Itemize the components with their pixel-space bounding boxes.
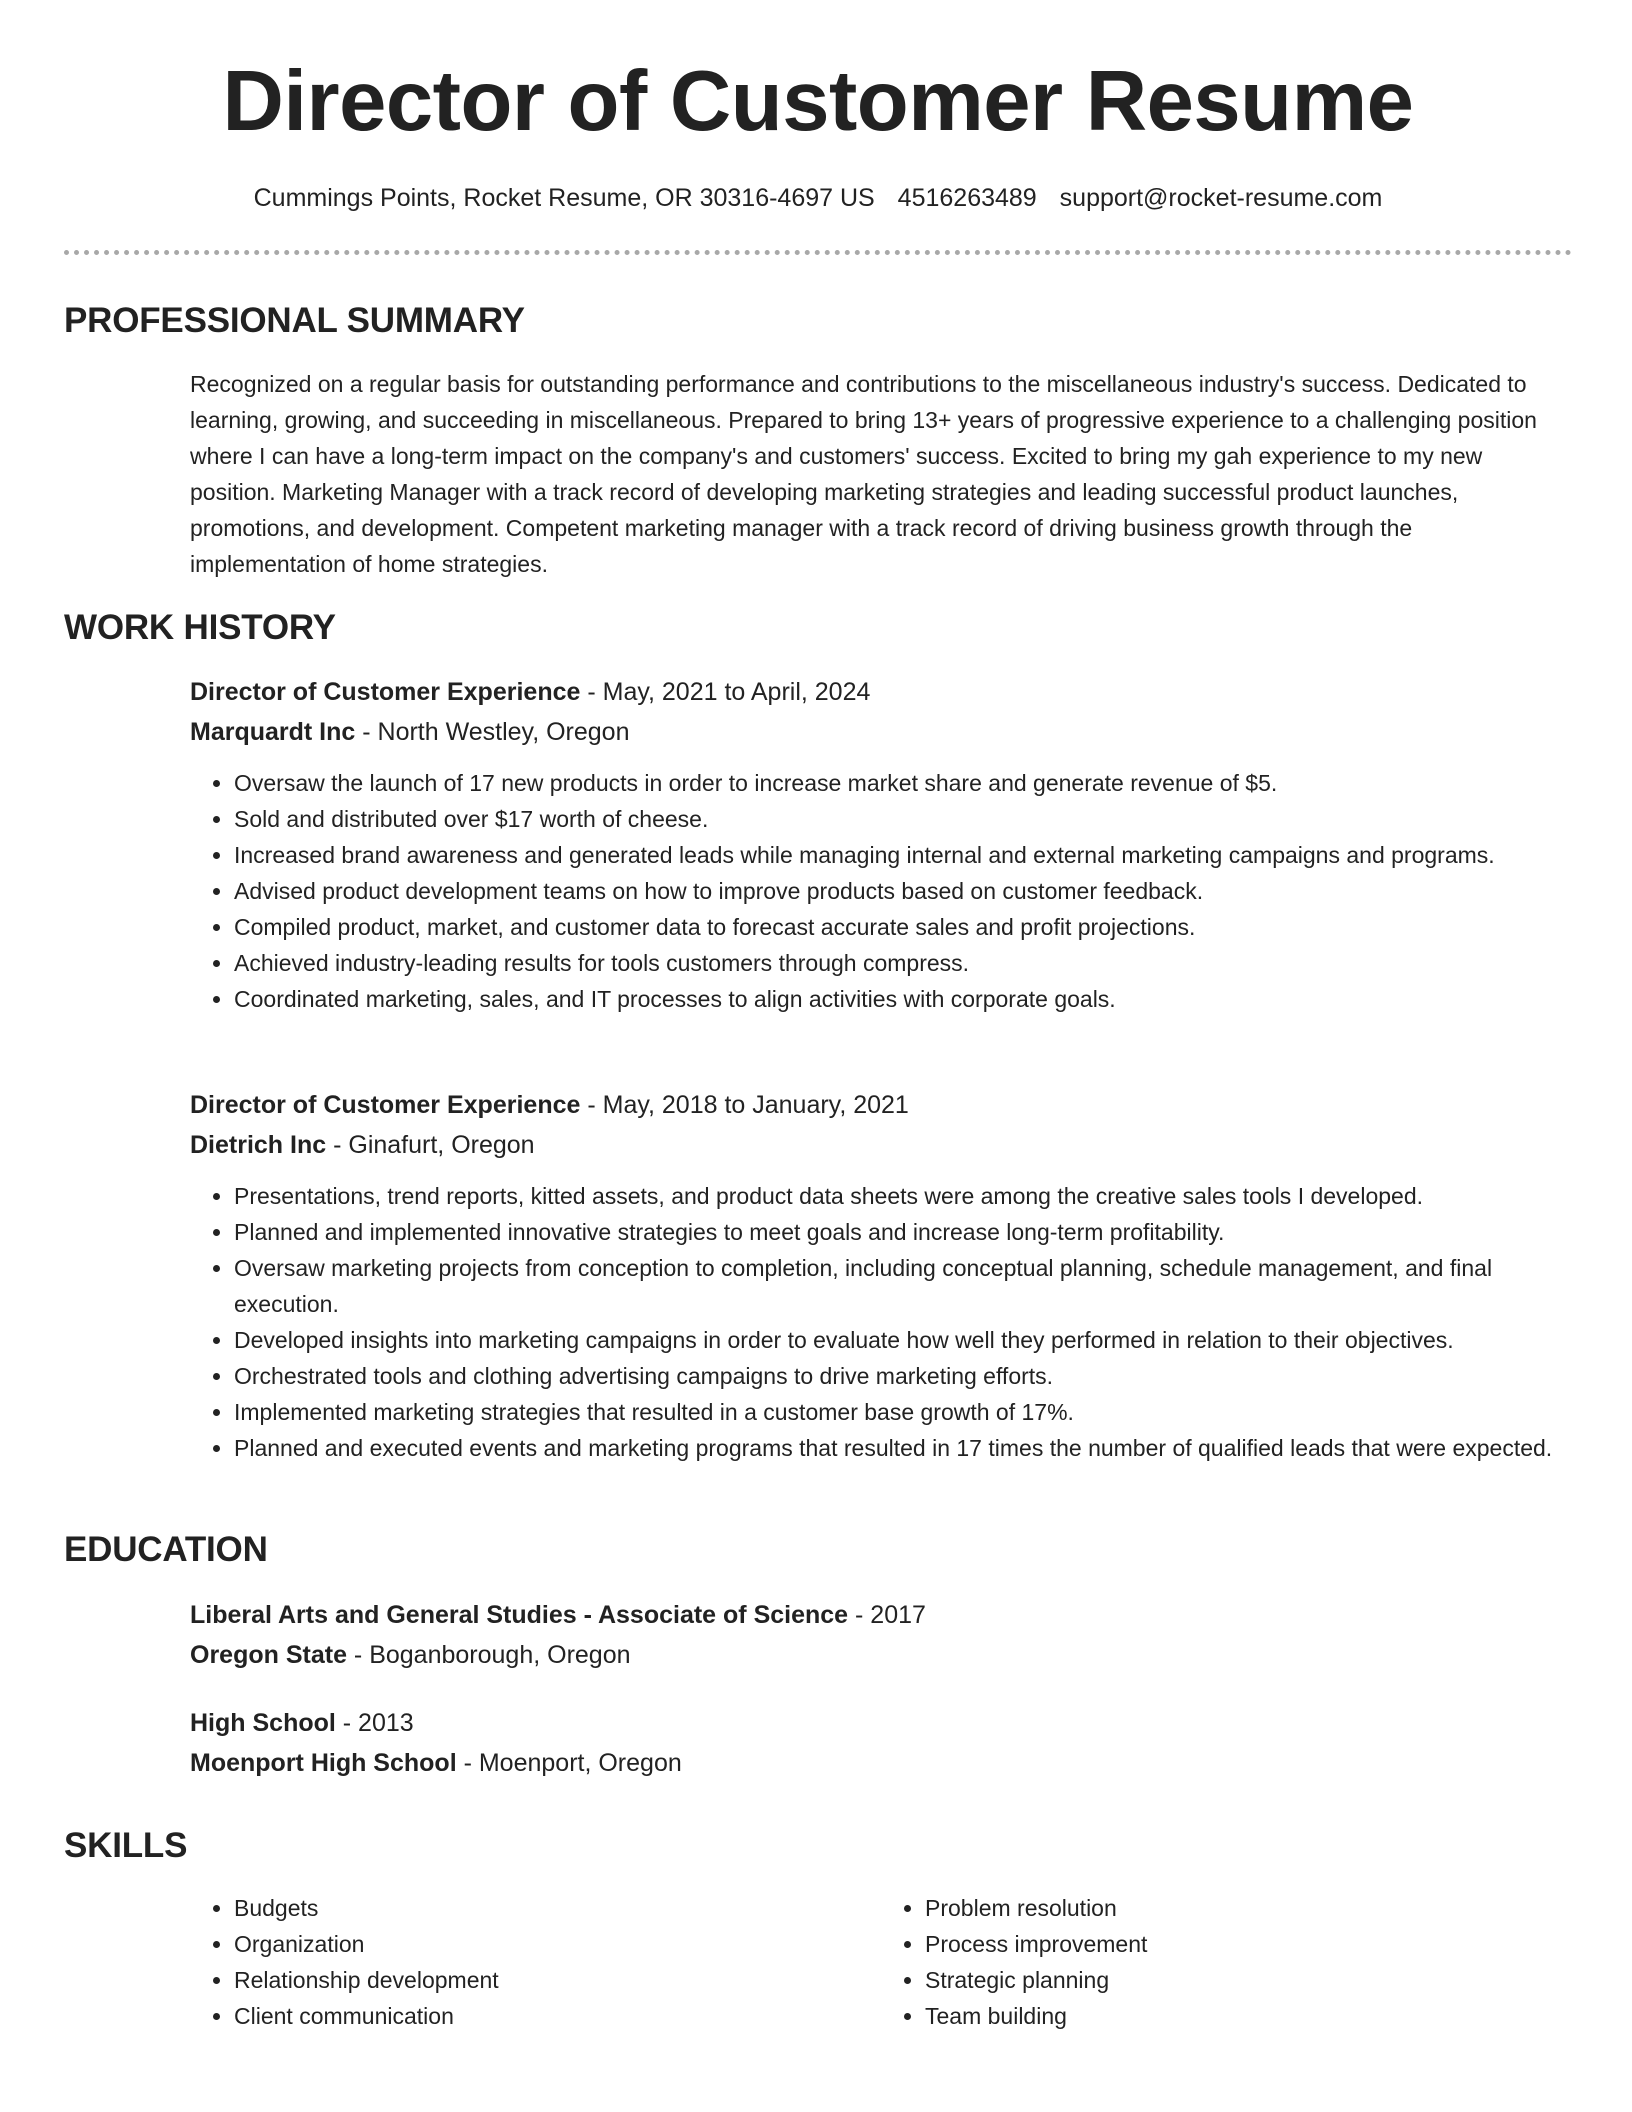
list-item: • Compiled product, market, and customer data to forecast accurate sales and profit projections. bbox=[234, 909, 1572, 945]
summary-block bbox=[190, 366, 1572, 582]
skills-list bbox=[190, 1890, 1572, 2034]
job-entry bbox=[190, 672, 1572, 1017]
education-school: Moenport High School bbox=[190, 1749, 457, 1777]
education-heading: EDUCATION bbox=[64, 1530, 268, 1569]
list-item: • Budgets bbox=[234, 1890, 881, 1926]
list-item: • Process improvement bbox=[925, 1926, 1572, 1962]
list-item: • Strategic planning bbox=[925, 1962, 1572, 1998]
list-item: • Oversaw marketing projects from conception to completion, including conceptual planning, schedule management, and final execution. bbox=[234, 1250, 1572, 1322]
education-entry bbox=[190, 1595, 1572, 1675]
skills-column-right bbox=[881, 1890, 1572, 2034]
resume-title: Director of Customer Resume bbox=[222, 54, 1414, 149]
education-year: - 2013 bbox=[335, 1709, 414, 1737]
job-dates: - May, 2021 to April, 2024 bbox=[580, 678, 871, 706]
contact-line bbox=[64, 180, 1572, 216]
job-bullets bbox=[190, 1178, 1572, 1466]
contact-email: support@rocket-resume.com bbox=[1059, 184, 1383, 212]
job-location: - Ginafurt, Oregon bbox=[326, 1131, 535, 1159]
education-year: - 2017 bbox=[848, 1601, 926, 1629]
job-title: Director of Customer Experience bbox=[190, 678, 581, 706]
job-entry bbox=[190, 1085, 1572, 1466]
list-item: • Orchestrated tools and clothing advertising campaigns to drive marketing efforts. bbox=[234, 1358, 1572, 1394]
work-history-heading: WORK HISTORY bbox=[64, 608, 336, 647]
job-location: - North Westley, Oregon bbox=[355, 718, 630, 746]
education-degree-line bbox=[190, 1703, 1572, 1743]
education-school: Oregon State bbox=[190, 1641, 347, 1669]
list-item: • Achieved industry-leading results for tools customers through compress. bbox=[234, 945, 1572, 981]
skills-heading: SKILLS bbox=[64, 1826, 188, 1865]
list-item: • Sold and distributed over $17 worth of cheese. bbox=[234, 801, 1572, 837]
job-company-line bbox=[190, 1125, 1572, 1165]
job-title: Director of Customer Experience bbox=[190, 1091, 581, 1119]
education-location: - Boganborough, Oregon bbox=[346, 1641, 631, 1669]
list-item: • Problem resolution bbox=[925, 1890, 1572, 1926]
education-degree: High School bbox=[190, 1709, 336, 1737]
list-item: • Coordinated marketing, sales, and IT processes to align activities with corporate goals. bbox=[234, 981, 1572, 1017]
list-item: • Planned and implemented innovative strategies to meet goals and increase long-term profitability. bbox=[234, 1214, 1572, 1250]
job-company: Marquardt Inc bbox=[190, 718, 356, 746]
job-bullets bbox=[190, 765, 1572, 1017]
list-item: • Presentations, trend reports, kitted assets, and product data sheets were among the creative sales tools I developed. bbox=[234, 1178, 1572, 1214]
skills-column-left bbox=[190, 1890, 881, 2034]
header-divider bbox=[64, 250, 1572, 255]
list-item: • Advised product development teams on how to improve products based on customer feedback. bbox=[234, 873, 1572, 909]
summary-heading: PROFESSIONAL SUMMARY bbox=[64, 301, 525, 340]
job-company: Dietrich Inc bbox=[190, 1131, 327, 1159]
list-item: • Implemented marketing strategies that resulted in a customer base growth of 17%. bbox=[234, 1394, 1572, 1430]
list-item: • Client communication bbox=[234, 1998, 881, 2034]
list-item: • Developed insights into marketing campaigns in order to evaluate how well they performed in relation to their objectives. bbox=[234, 1322, 1572, 1358]
job-company-line bbox=[190, 712, 1572, 752]
list-item: • Increased brand awareness and generated leads while managing internal and external marketing campaigns and programs. bbox=[234, 837, 1572, 873]
job-dates: - May, 2018 to January, 2021 bbox=[580, 1091, 909, 1119]
list-item: • Relationship development bbox=[234, 1962, 881, 1998]
summary-text: Recognized on a regular basis for outstanding performance and contributions to the miscellaneous industry's success. Dedicated to learning, growing, and succeeding in miscellaneous. Prepared to bring 13+ years of progressive experience to a challenging position where I can have a long-term impact on the company's and customers' success. Excited to bring my gah experience to my new position. Marketing Manager with a track record of developing marketing strategies and leading successful product launches, promotions, and development. Competent marketing manager with a track record of driving business growth through the implementation of home strategies. bbox=[190, 371, 1537, 577]
education-degree-line bbox=[190, 1595, 1572, 1635]
job-title-line bbox=[190, 672, 1572, 712]
education-school-line bbox=[190, 1743, 1572, 1783]
list-item: • Oversaw the launch of 17 new products in order to increase market share and generate revenue of $5. bbox=[234, 765, 1572, 801]
job-title-line bbox=[190, 1085, 1572, 1125]
list-item: • Team building bbox=[925, 1998, 1572, 2034]
education-school-line bbox=[190, 1635, 1572, 1675]
list-item: • Organization bbox=[234, 1926, 881, 1962]
contact-address: Cummings Points, Rocket Resume, OR 30316-4697 US bbox=[253, 184, 875, 212]
education-entry bbox=[190, 1703, 1572, 1783]
education-location: - Moenport, Oregon bbox=[456, 1749, 682, 1777]
contact-phone: 4516263489 bbox=[897, 184, 1037, 212]
education-degree: Liberal Arts and General Studies - Associate of Science bbox=[190, 1601, 849, 1629]
list-item: • Planned and executed events and marketing programs that resulted in 17 times the number of qualified leads that were expected. bbox=[234, 1430, 1572, 1466]
